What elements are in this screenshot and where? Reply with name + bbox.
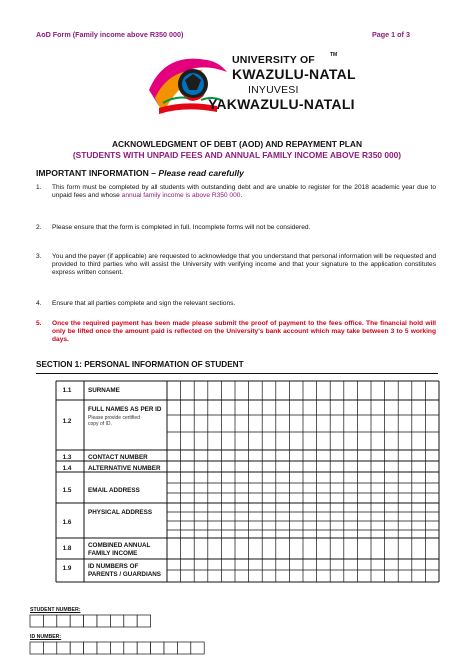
guardian-id-label: ID NUMBERS OF PARENTS / GUARDIANS [88, 563, 162, 578]
contact-number-label: CONTACT NUMBER [88, 454, 148, 461]
id-number-box[interactable] [110, 642, 123, 654]
alternative-number-label: ALTERNATIVE NUMBER [88, 465, 161, 472]
row-number: 1.5 [62, 487, 72, 494]
logo-text-line1: UNIVERSITY OF [232, 54, 315, 66]
id-number-box[interactable] [164, 642, 177, 654]
id-number-box[interactable] [137, 642, 150, 654]
important-heading-text: IMPORTANT INFORMATION – [36, 168, 156, 178]
section1-title: SECTION 1: PERSONAL INFORMATION OF STUDENT [36, 360, 244, 369]
info-item-text: Once the required payment has been made please submit the proof of payment to the fees office. The financial hold will only be lifted once the amount paid is reflected on the University's bank account which may take between 3 to 5 working days. [52, 320, 436, 344]
student-number-box[interactable] [57, 615, 70, 627]
info-item-text: You and the payer (if applicable) are requested to acknowledge that you understand that personal information will be requested and provided to third parties who will assist the University with verifying income and that your signature to the application constitutes express written consent. [52, 253, 436, 277]
important-heading-emphasis: Please read carefully [158, 168, 244, 178]
row-number: 1.4 [62, 465, 72, 472]
full-names-label: FULL NAMES AS PER ID [88, 406, 162, 413]
income-highlight: annual family income is above R350 000 [121, 192, 241, 200]
row-number: 1.8 [62, 545, 72, 552]
info-item-number: 1. [36, 184, 42, 191]
info-item-number: 2. [36, 224, 42, 231]
row-number: 1.3 [62, 454, 72, 461]
form-title: AoD Form (Family income above R350 000) [36, 30, 184, 39]
id-number-box[interactable] [124, 642, 137, 654]
logo-text-line2: KWAZULU-NATAL [232, 66, 356, 82]
logo-trademark: TM [330, 52, 338, 58]
info-item-number: 3. [36, 253, 42, 260]
info-item-number: 5. [36, 320, 42, 327]
family-income-label: COMBINED ANNUAL FAMILY INCOME [88, 542, 151, 557]
id-number-box[interactable] [43, 642, 56, 654]
id-number-box[interactable] [191, 642, 204, 654]
student-number-box[interactable] [97, 615, 110, 627]
student-number-box[interactable] [84, 615, 97, 627]
id-number-label: ID NUMBER: [30, 634, 62, 640]
id-number-box[interactable] [70, 642, 83, 654]
full-names-note: Please provide certified copy of ID. [88, 415, 140, 427]
info-item-number: 4. [36, 300, 42, 307]
id-number-box[interactable] [177, 642, 190, 654]
logo-text-line3: INYUVESI [248, 84, 299, 96]
surname-label: SURNAME [88, 387, 120, 394]
student-number-label: STUDENT NUMBER: [30, 607, 81, 613]
info-item-end: . [240, 192, 243, 200]
row-number: 1.9 [62, 565, 72, 572]
row-number: 1.2 [62, 418, 72, 425]
logo-text-line4: YAKWAZULU-NATALI [208, 96, 355, 112]
id-number-box[interactable] [30, 642, 43, 654]
email-address-label: EMAIL ADDRESS [88, 487, 140, 494]
page-number: Page 1 of 3 [372, 30, 410, 39]
physical-address-label: PHYSICAL ADDRESS [88, 509, 153, 516]
student-number-box[interactable] [110, 615, 123, 627]
id-number-box[interactable] [84, 642, 97, 654]
student-number-box[interactable] [137, 615, 150, 627]
info-item-text: Ensure that all parties complete and sign the relevant sections. [52, 300, 236, 307]
student-number-box[interactable] [124, 615, 137, 627]
id-number-box[interactable] [151, 642, 164, 654]
student-number-box[interactable] [70, 615, 83, 627]
document-title: ACKNOWLEDGMENT OF DEBT (AOD) AND REPAYMENT PLAN [112, 139, 362, 149]
info-item-text: Please ensure that the form is completed in full. Incomplete forms will not be considered. [52, 224, 311, 231]
row-number: 1.6 [62, 519, 72, 526]
student-number-box[interactable] [30, 615, 43, 627]
document-subtitle: (STUDENTS WITH UNPAID FEES AND ANNUAL FAMILY INCOME ABOVE R350 000) [72, 150, 402, 160]
id-number-box[interactable] [97, 642, 110, 654]
info-item-text: This form must be completed by all students with outstanding debt and are unable to register for the 2018 academic year due to unpaid fees and whose [52, 184, 436, 200]
id-number-box[interactable] [57, 642, 70, 654]
row-number: 1.1 [62, 387, 72, 394]
student-number-box[interactable] [43, 615, 56, 627]
